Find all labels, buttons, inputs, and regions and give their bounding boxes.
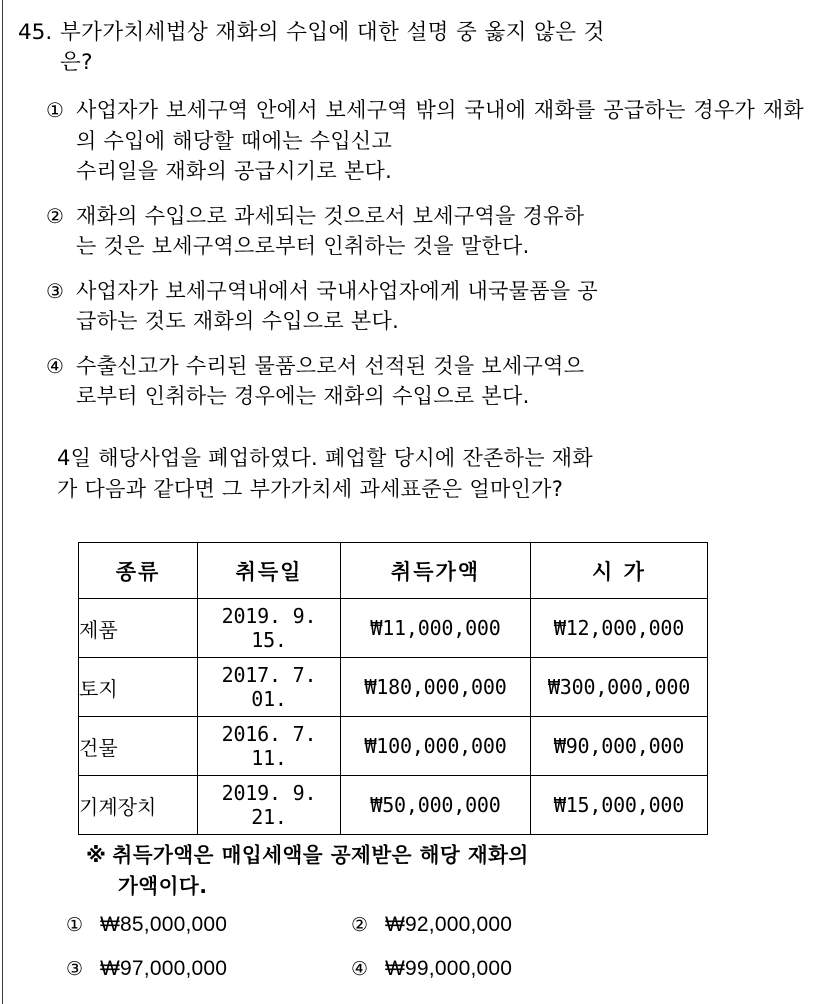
answer-option-2[interactable] xyxy=(351,908,636,942)
answer-value-2: ₩92,000,000 xyxy=(385,913,513,936)
choice-1-line-2: 공급하는 경우가 재화의 수입에 해당할 때에는 수입신고 xyxy=(76,98,805,153)
answer-value-4: ₩99,000,000 xyxy=(385,957,513,980)
choice-marker-3: ③ xyxy=(46,278,64,303)
header-market-price-label: 시 가 xyxy=(592,559,646,584)
table-footnote-line-2: 가액이다. xyxy=(118,874,208,898)
cell-market: ₩90,000,000 xyxy=(531,717,708,776)
assets-table xyxy=(78,542,708,835)
choice-text-1 xyxy=(76,95,808,187)
answer-marker-2: ② xyxy=(351,915,369,936)
cell-market: ₩12,000,000 xyxy=(531,599,708,658)
header-market-price xyxy=(531,543,708,599)
choice-2-line-1: 재화의 수입으로 과세되는 것으로서 보세구역을 경유하 xyxy=(76,203,585,228)
choice-text-3 xyxy=(76,276,808,337)
choice-2-line-2: 는 것은 보세구역으로부터 인취하는 것을 말한다. xyxy=(76,234,530,258)
question-45-stem xyxy=(18,18,808,78)
question-45-choices xyxy=(18,95,808,412)
cell-date: 2019. 9. 15. xyxy=(198,599,341,658)
table-question-stem xyxy=(57,443,757,505)
table-footnote xyxy=(86,840,746,902)
cell-kind: 건물 xyxy=(79,717,198,776)
answer-value-3: ₩97,000,000 xyxy=(100,957,228,980)
question-45-stem-line-2: 은? xyxy=(60,50,93,75)
table-row xyxy=(79,776,708,835)
answer-marker-3: ③ xyxy=(66,959,84,980)
header-acquisition-value xyxy=(341,543,531,599)
answer-row-2 xyxy=(66,952,766,986)
cell-market: ₩15,000,000 xyxy=(531,776,708,835)
table-row xyxy=(79,717,708,776)
choice-marker-4: ④ xyxy=(46,353,64,378)
assets-table-body xyxy=(79,599,708,835)
table-question-answers xyxy=(66,908,766,996)
table-footnote-line-1: 취득가액은 매입세액을 공제받은 해당 재화의 xyxy=(112,843,529,867)
question-45-stem-line-1: 부가가치세법상 재화의 수입에 대한 설명 중 옳지 않은 것 xyxy=(60,20,605,45)
cell-kind: 기계장치 xyxy=(79,776,198,835)
choice-text-2 xyxy=(76,201,808,262)
answer-option-1[interactable] xyxy=(66,908,351,942)
cell-acquisition: ₩180,000,000 xyxy=(341,658,531,717)
reference-mark-icon: ※ xyxy=(86,843,107,867)
cell-acquisition: ₩11,000,000 xyxy=(341,599,531,658)
choice-3-line-1: 사업자가 보세구역내에서 국내사업자에게 내국물품을 공 xyxy=(76,278,598,303)
choice-1-line-3: 수리일을 재화의 공급시기로 본다. xyxy=(76,159,393,183)
header-acquisition-date-label: 취득일 xyxy=(235,559,303,584)
answer-option-3[interactable] xyxy=(66,952,351,986)
question-45-number: 45. xyxy=(18,20,53,45)
answer-marker-4: ④ xyxy=(351,959,369,980)
choice-text-4 xyxy=(76,351,808,412)
choice-3-line-2: 급하는 것도 재화의 수입으로 본다. xyxy=(76,309,400,333)
assets-table-head xyxy=(79,543,708,599)
cell-date: 2019. 9. 21. xyxy=(198,776,341,835)
choice-4-line-1: 수출신고가 수리된 물품으로서 선적된 것을 보세구역으 xyxy=(76,353,585,378)
question-45-choice-2[interactable] xyxy=(46,201,808,262)
answer-option-4[interactable] xyxy=(351,952,636,986)
cell-market: ₩300,000,000 xyxy=(531,658,708,717)
cell-acquisition: ₩50,000,000 xyxy=(341,776,531,835)
header-kind-label: 종류 xyxy=(115,559,161,584)
table-row xyxy=(79,658,708,717)
choice-marker-1: ① xyxy=(46,98,64,122)
question-45 xyxy=(18,18,808,426)
cell-date: 2017. 7. 01. xyxy=(198,658,341,717)
answer-row-1 xyxy=(66,908,766,942)
cell-kind: 토지 xyxy=(79,658,198,717)
cell-kind: 제품 xyxy=(79,599,198,658)
header-acquisition-date xyxy=(198,543,341,599)
table-question-stem-line-2: 가 다음과 같다면 그 부가가치세 과세표준은 얼마인가? xyxy=(57,477,564,501)
page-edge-rule xyxy=(2,0,3,1004)
header-kind xyxy=(79,543,198,599)
question-45-stem-text xyxy=(60,18,808,78)
cell-date: 2016. 7. 11. xyxy=(198,717,341,776)
question-45-choice-3[interactable] xyxy=(46,276,808,337)
choice-1-line-1: 사업자가 보세구역 안에서 보세구역 밖의 국내에 재화를 xyxy=(76,98,596,122)
assets-table-header-row xyxy=(79,543,708,599)
answer-value-1: ₩85,000,000 xyxy=(100,913,228,936)
table-question-stem-line-1: 4일 해당사업을 폐업하였다. 폐업할 당시에 잔존하는 재화 xyxy=(57,446,593,470)
answer-marker-1: ① xyxy=(66,915,84,936)
cell-acquisition: ₩100,000,000 xyxy=(341,717,531,776)
choice-4-line-2: 로부터 인취하는 경우에는 재화의 수입으로 본다. xyxy=(76,384,530,408)
question-45-choice-4[interactable] xyxy=(46,351,808,412)
header-acquisition-value-label: 취득가액 xyxy=(390,559,481,584)
table-question-stem-text xyxy=(57,443,757,505)
question-45-choice-1[interactable] xyxy=(46,95,808,187)
table-row xyxy=(79,599,708,658)
choice-marker-2: ② xyxy=(46,203,64,228)
